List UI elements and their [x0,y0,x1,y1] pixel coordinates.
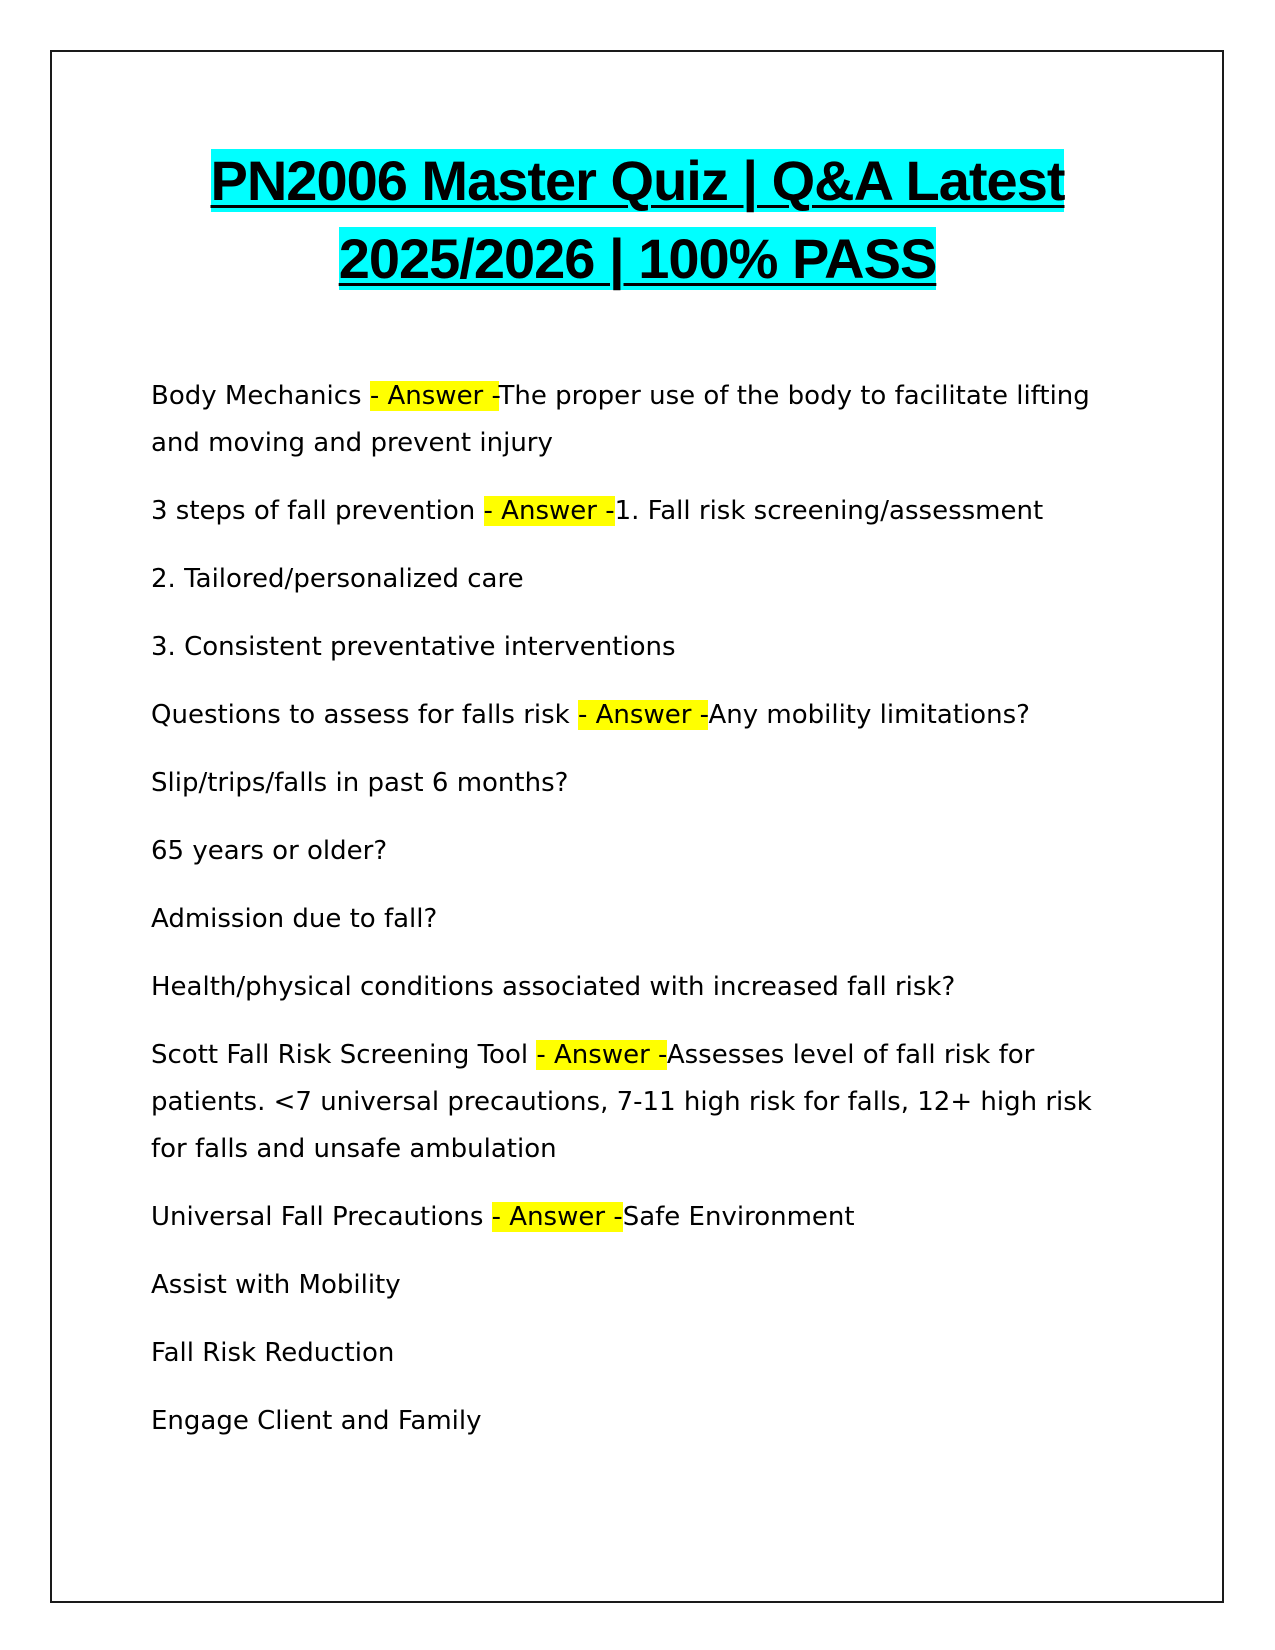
answer-line: 65 years or older? [151,836,388,866]
answer-line: Fall Risk Reduction [151,1338,395,1368]
answer-line: Assist with Mobility [151,1270,401,1300]
answer-text: Safe Environment [622,1202,855,1232]
question-text: Questions to assess for falls risk [151,700,578,730]
answer-line: Health/physical conditions associated with increased fall risk? [151,972,956,1002]
answer-line: Engage Client and Family [151,1406,482,1436]
question-text: Universal Fall Precautions [151,1202,492,1232]
answer-marker: - Answer - [491,1202,623,1232]
answer-text: Any mobility limitations? [708,700,1030,730]
answer-marker: - Answer - [536,1040,667,1070]
answer-marker: - Answer - [369,381,499,411]
qa-item-body-mechanics [151,373,1111,467]
question-text: 3 steps of fall prevention [151,496,484,526]
qa-item-universal-fall-precautions [151,1194,1111,1241]
title-line-1: PN2006 Master Quiz | Q&A Latest [210,149,1065,212]
answer-marker: - Answer - [577,700,709,730]
answer-line: Admission due to fall? [151,904,438,934]
qa-content [151,373,1111,1466]
qa-item-fall-prevention-steps [151,488,1111,535]
question-text: Body Mechanics [151,381,370,411]
document-title [80,142,1195,298]
title-line-2: 2025/2026 | 100% PASS [338,227,937,290]
answer-text: Assesses level of fall risk for patients. <7 universal precautions, 7-11 high risk for falls, 12+ high risk for falls and unsafe ambulation [151,1040,1092,1164]
answer-text: The proper use of the body to facilitate lifting and moving and prevent injury [151,381,1090,458]
qa-item-scott-fall-risk [151,1032,1111,1173]
answer-line: 2. Tailored/personalized care [151,564,524,594]
answer-line: Slip/trips/falls in past 6 months? [151,768,569,798]
answer-marker: - Answer - [483,496,615,526]
answer-text: 1. Fall risk screening/assessment [614,496,1044,526]
answer-line: 3. Consistent preventative interventions [151,632,676,662]
question-text: Scott Fall Risk Screening Tool [151,1040,537,1070]
qa-item-falls-risk-questions [151,692,1111,739]
